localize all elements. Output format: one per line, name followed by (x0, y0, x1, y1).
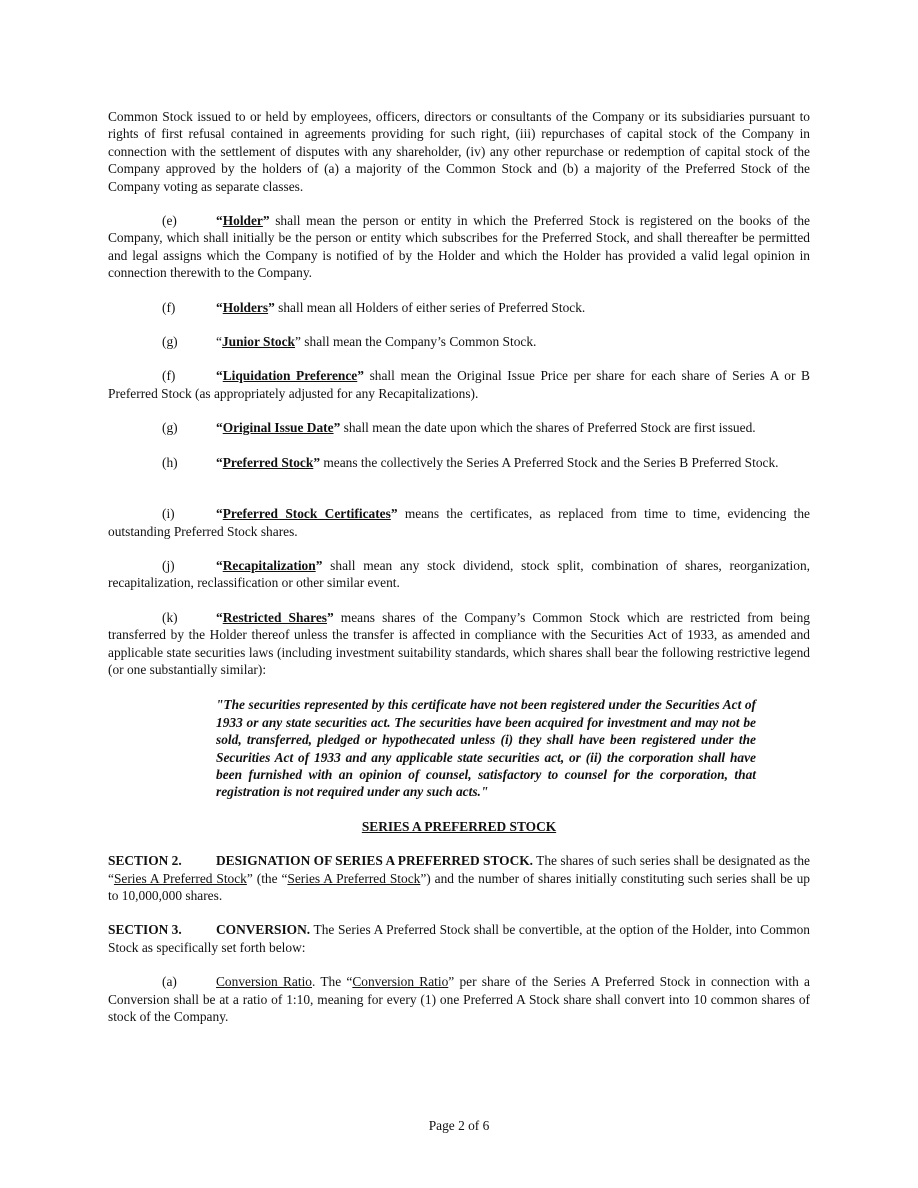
section-2: SECTION 2. DESIGNATION OF SERIES A PREFERRED STOCK. The shares of such series shall be designated as the “Series A Preferred Stock” (the “Series A Preferred Stock”) and the number of shares initially constituting such series shall be up to 10,000,000 shares. (108, 853, 810, 903)
defined-term: Holder (222, 213, 263, 229)
defined-term: Holders (222, 299, 269, 315)
defined-term: Original Issue Date (222, 420, 334, 436)
restrictive-legend: "The securities represented by this certificate have not been registered under the Securities Act of 1933 or any state securities act. The securities have been acquired for investment and may not be sold, transferred, pledged or hypothecated unless (i) they shall have been registered under the Securities Act of 1933 and any applicable state securities act, or (ii) the corporation shall have been furnished with an opinion of counsel, satisfactory to counsel for the corporation, that registration is not required under any such acts." (216, 697, 756, 800)
definition-original-issue-date: (g) “Original Issue Date” shall mean the date upon which the shares of Preferred Stock are first issued. (162, 420, 756, 436)
definition-preferred-stock-certificates: (i) “Preferred Stock Certificates” means the certificates, as replaced from time to time, evidencing the outstanding Preferred Stock shares. (108, 506, 810, 539)
section-heading: SERIES A PREFERRED STOCK (361, 818, 557, 834)
definition-holder: (e) “Holder” shall mean the person or entity in which the Preferred Stock is registered on the books of the Company, which shall initially be the person or entity which subscribes for the Preferred Stock, and shall thereafter be permitted and legal assigns which the Company is notified of by the Holder and which the Holder has provided a valid legal opinion in connection therewith to the Company. (108, 213, 810, 281)
definition-restricted-shares: (k) “Restricted Shares” means shares of the Company’s Common Stock which are restricted from being transferred by the Holder thereof unless the transfer is affected in compliance with the Securities Act of 1933, as amended and applicable state securities laws (including investment suitability standards, which shares shall bear the following restrictive legend (or one substantially similar): (108, 609, 810, 677)
subsection-title: Conversion Ratio (216, 974, 312, 990)
definition-holders: (f) “Holders” shall mean all Holders of either series of Preferred Stock. (162, 299, 586, 315)
defined-term: Liquidation Preference (222, 368, 358, 384)
section-title: CONVERSION. (216, 922, 311, 938)
defined-term: Preferred Stock (222, 454, 314, 470)
definition-recapitalization: (j) “Recapitalization” shall mean any stock dividend, stock split, combination of shares, reorganization, recapitalization, reclassification or other similar event. (108, 557, 810, 591)
section-3a-conversion-ratio: (a) Conversion Ratio. The “Conversion Ratio” per share of the Series A Preferred Stock in connection with a Conversion shall be at a ratio of 1:10, meaning for every (1) one Preferred A Stock share shall convert into 10 common shares of stock of the Company. (108, 974, 810, 1025)
defined-term: Restricted Shares (222, 609, 327, 625)
definition-liquidation-preference: (f) “Liquidation Preference” shall mean the Original Issue Price per share for each share of Series A or B Preferred Stock (as appropriately adjusted for any Recapitalizations). (108, 368, 810, 401)
defined-term: Preferred Stock Certificates (222, 506, 391, 522)
section-title: DESIGNATION OF SERIES A PREFERRED STOCK. (216, 853, 534, 869)
section-label: SECTION 2. (108, 853, 182, 869)
intro-paragraph: Common Stock issued to or held by employees, officers, directors or consultants of the Company or its subsidiaries pursuant to rights of first refusal contained in agreements providing for such right, (iii) repurchases of capital stock of the Company in connection with the settlement of disputes with any shareholder, (iv) any other repurchase or redemption of capital stock of the Company approved by the holders of (a) a majority of the Common Stock and (b) a majority of the Preferred Stock of the Company voting as separate classes. (108, 109, 810, 194)
definition-junior-stock: (g) “Junior Stock” shall mean the Company’s Common Stock. (162, 334, 537, 350)
section-3: SECTION 3. CONVERSION. The Series A Preferred Stock shall be convertible, at the option of the Holder, into Common Stock as specifically set forth below: (108, 922, 810, 955)
page-number: Page 2 of 6 (428, 1118, 490, 1133)
section-label: SECTION 3. (108, 922, 182, 938)
document-page (108, 108, 810, 1025)
defined-term: Recapitalization (222, 557, 316, 573)
defined-term: Junior Stock (221, 334, 295, 350)
definition-preferred-stock: (h) “Preferred Stock” means the collectively the Series A Preferred Stock and the Series B Preferred Stock. (162, 454, 779, 470)
